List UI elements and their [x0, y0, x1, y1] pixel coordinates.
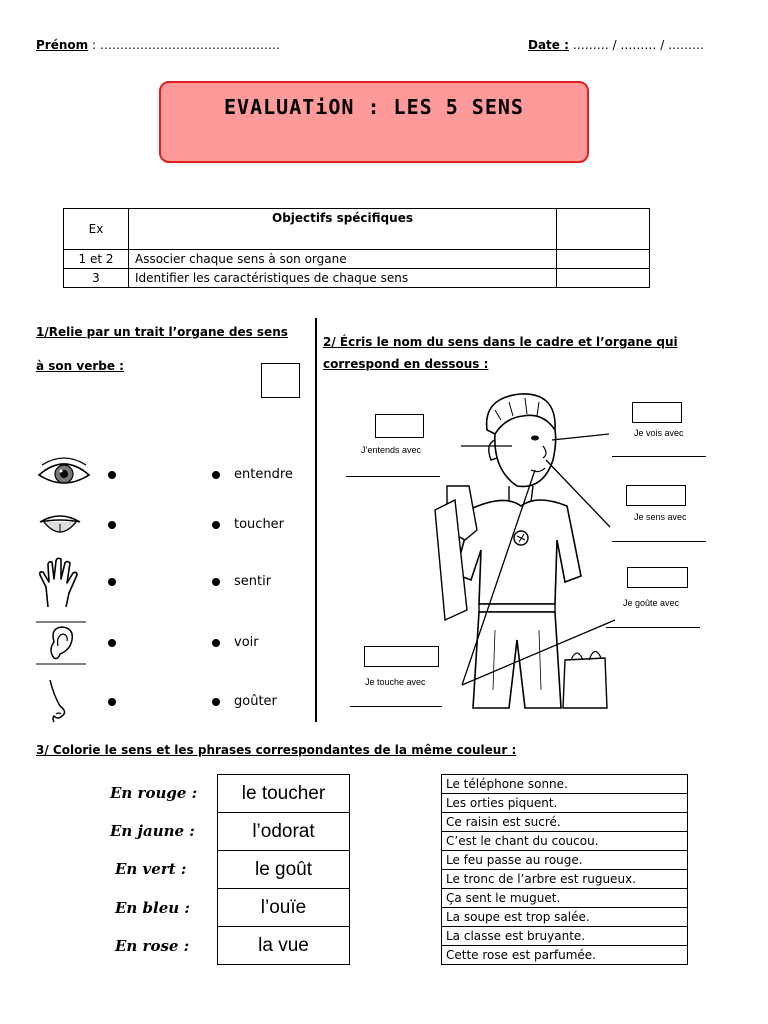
col-ex-header: Ex [64, 209, 129, 250]
answer-box-goute[interactable] [627, 567, 688, 588]
answer-line-touche[interactable] [350, 706, 442, 707]
prenom-label: Prénom [36, 38, 89, 52]
phrase-cell[interactable]: La soupe est trop salée. [442, 908, 687, 927]
verb-label: voir [234, 635, 259, 650]
ex1-title-line2: à son verbe : [36, 359, 124, 373]
date-label: Date : [528, 38, 569, 52]
answer-line-goute[interactable] [606, 627, 700, 628]
sense-cell[interactable]: l’ouïe [218, 889, 349, 927]
color-label-rouge: En rouge : [110, 784, 198, 802]
ex3-title: 3/ Colorie le sens et les phrases correspondantes de la même couleur : [36, 743, 517, 757]
senses-table [217, 774, 350, 965]
sense-cell[interactable]: l’odorat [218, 813, 349, 851]
color-label-rose: En rose : [115, 937, 190, 955]
answer-box-sens[interactable] [626, 485, 686, 506]
sense-cell[interactable]: le toucher [218, 775, 349, 813]
answer-line-sens[interactable] [612, 541, 706, 542]
sense-cell[interactable]: la vue [258, 934, 309, 956]
answer-box-vois[interactable] [632, 402, 682, 423]
label-touche: Je touche avec [365, 677, 426, 687]
ex2-title-line2: correspond en dessous : [323, 357, 489, 371]
answer-box-entends[interactable] [375, 414, 424, 438]
page-title: EVALUATiON : LES 5 SENS [224, 95, 524, 119]
ex1-title-line1: 1/Relie par un trait l’organe des sens [36, 325, 288, 339]
phrase-cell[interactable]: C’est le chant du coucou. [442, 832, 687, 851]
answer-line-entends[interactable] [346, 476, 440, 477]
verb-label: goûter [234, 694, 277, 709]
col-objectives-header: Objectifs spécifiques [129, 209, 557, 250]
label-entends: J’entends avec [361, 445, 422, 455]
color-label-vert: En vert : [115, 860, 187, 878]
verb-label: sentir [234, 574, 272, 589]
row-ex: 1 et 2 [64, 250, 129, 269]
phrase-cell[interactable]: Les orties piquent. [442, 794, 687, 813]
label-vois: Je vois avec [634, 428, 684, 438]
label-goute: Je goûte avec [623, 598, 680, 608]
verb-label: entendre [234, 467, 293, 482]
answer-line-vois[interactable] [612, 456, 706, 457]
prenom-dots: : ……………………………………… [88, 38, 280, 52]
phrase-cell[interactable]: Ce raisin est sucré. [442, 813, 687, 832]
date-dots: ……… / ……… / ……… [568, 38, 705, 52]
phrases-table [441, 774, 688, 965]
sense-cell[interactable]: le goût [218, 851, 349, 889]
answer-box-touche[interactable] [364, 646, 439, 667]
row-ex: 3 [64, 269, 129, 288]
label-sens: Je sens avec [634, 512, 687, 522]
color-label-bleu: En bleu : [115, 899, 190, 917]
phrase-cell[interactable]: Le feu passe au rouge. [442, 851, 687, 870]
phrase-cell[interactable]: Cette rose est parfumée. [446, 948, 596, 962]
phrase-cell[interactable]: Le tronc de l’arbre est rugueux. [442, 870, 687, 889]
color-label-jaune: En jaune : [110, 822, 195, 840]
ex2-title-line1: 2/ Écris le nom du sens dans le cadre et l’organe qui [323, 335, 678, 349]
row-objective: Associer chaque sens à son organe [129, 250, 557, 269]
phrase-cell[interactable]: Ça sent le muguet. [442, 889, 687, 908]
row-objective: Identifier les caractéristiques de chaque sens [129, 269, 557, 288]
phrase-cell[interactable]: La classe est bruyante. [442, 927, 687, 946]
verb-label: toucher [234, 517, 285, 532]
phrase-cell[interactable]: Le téléphone sonne. [442, 775, 687, 794]
